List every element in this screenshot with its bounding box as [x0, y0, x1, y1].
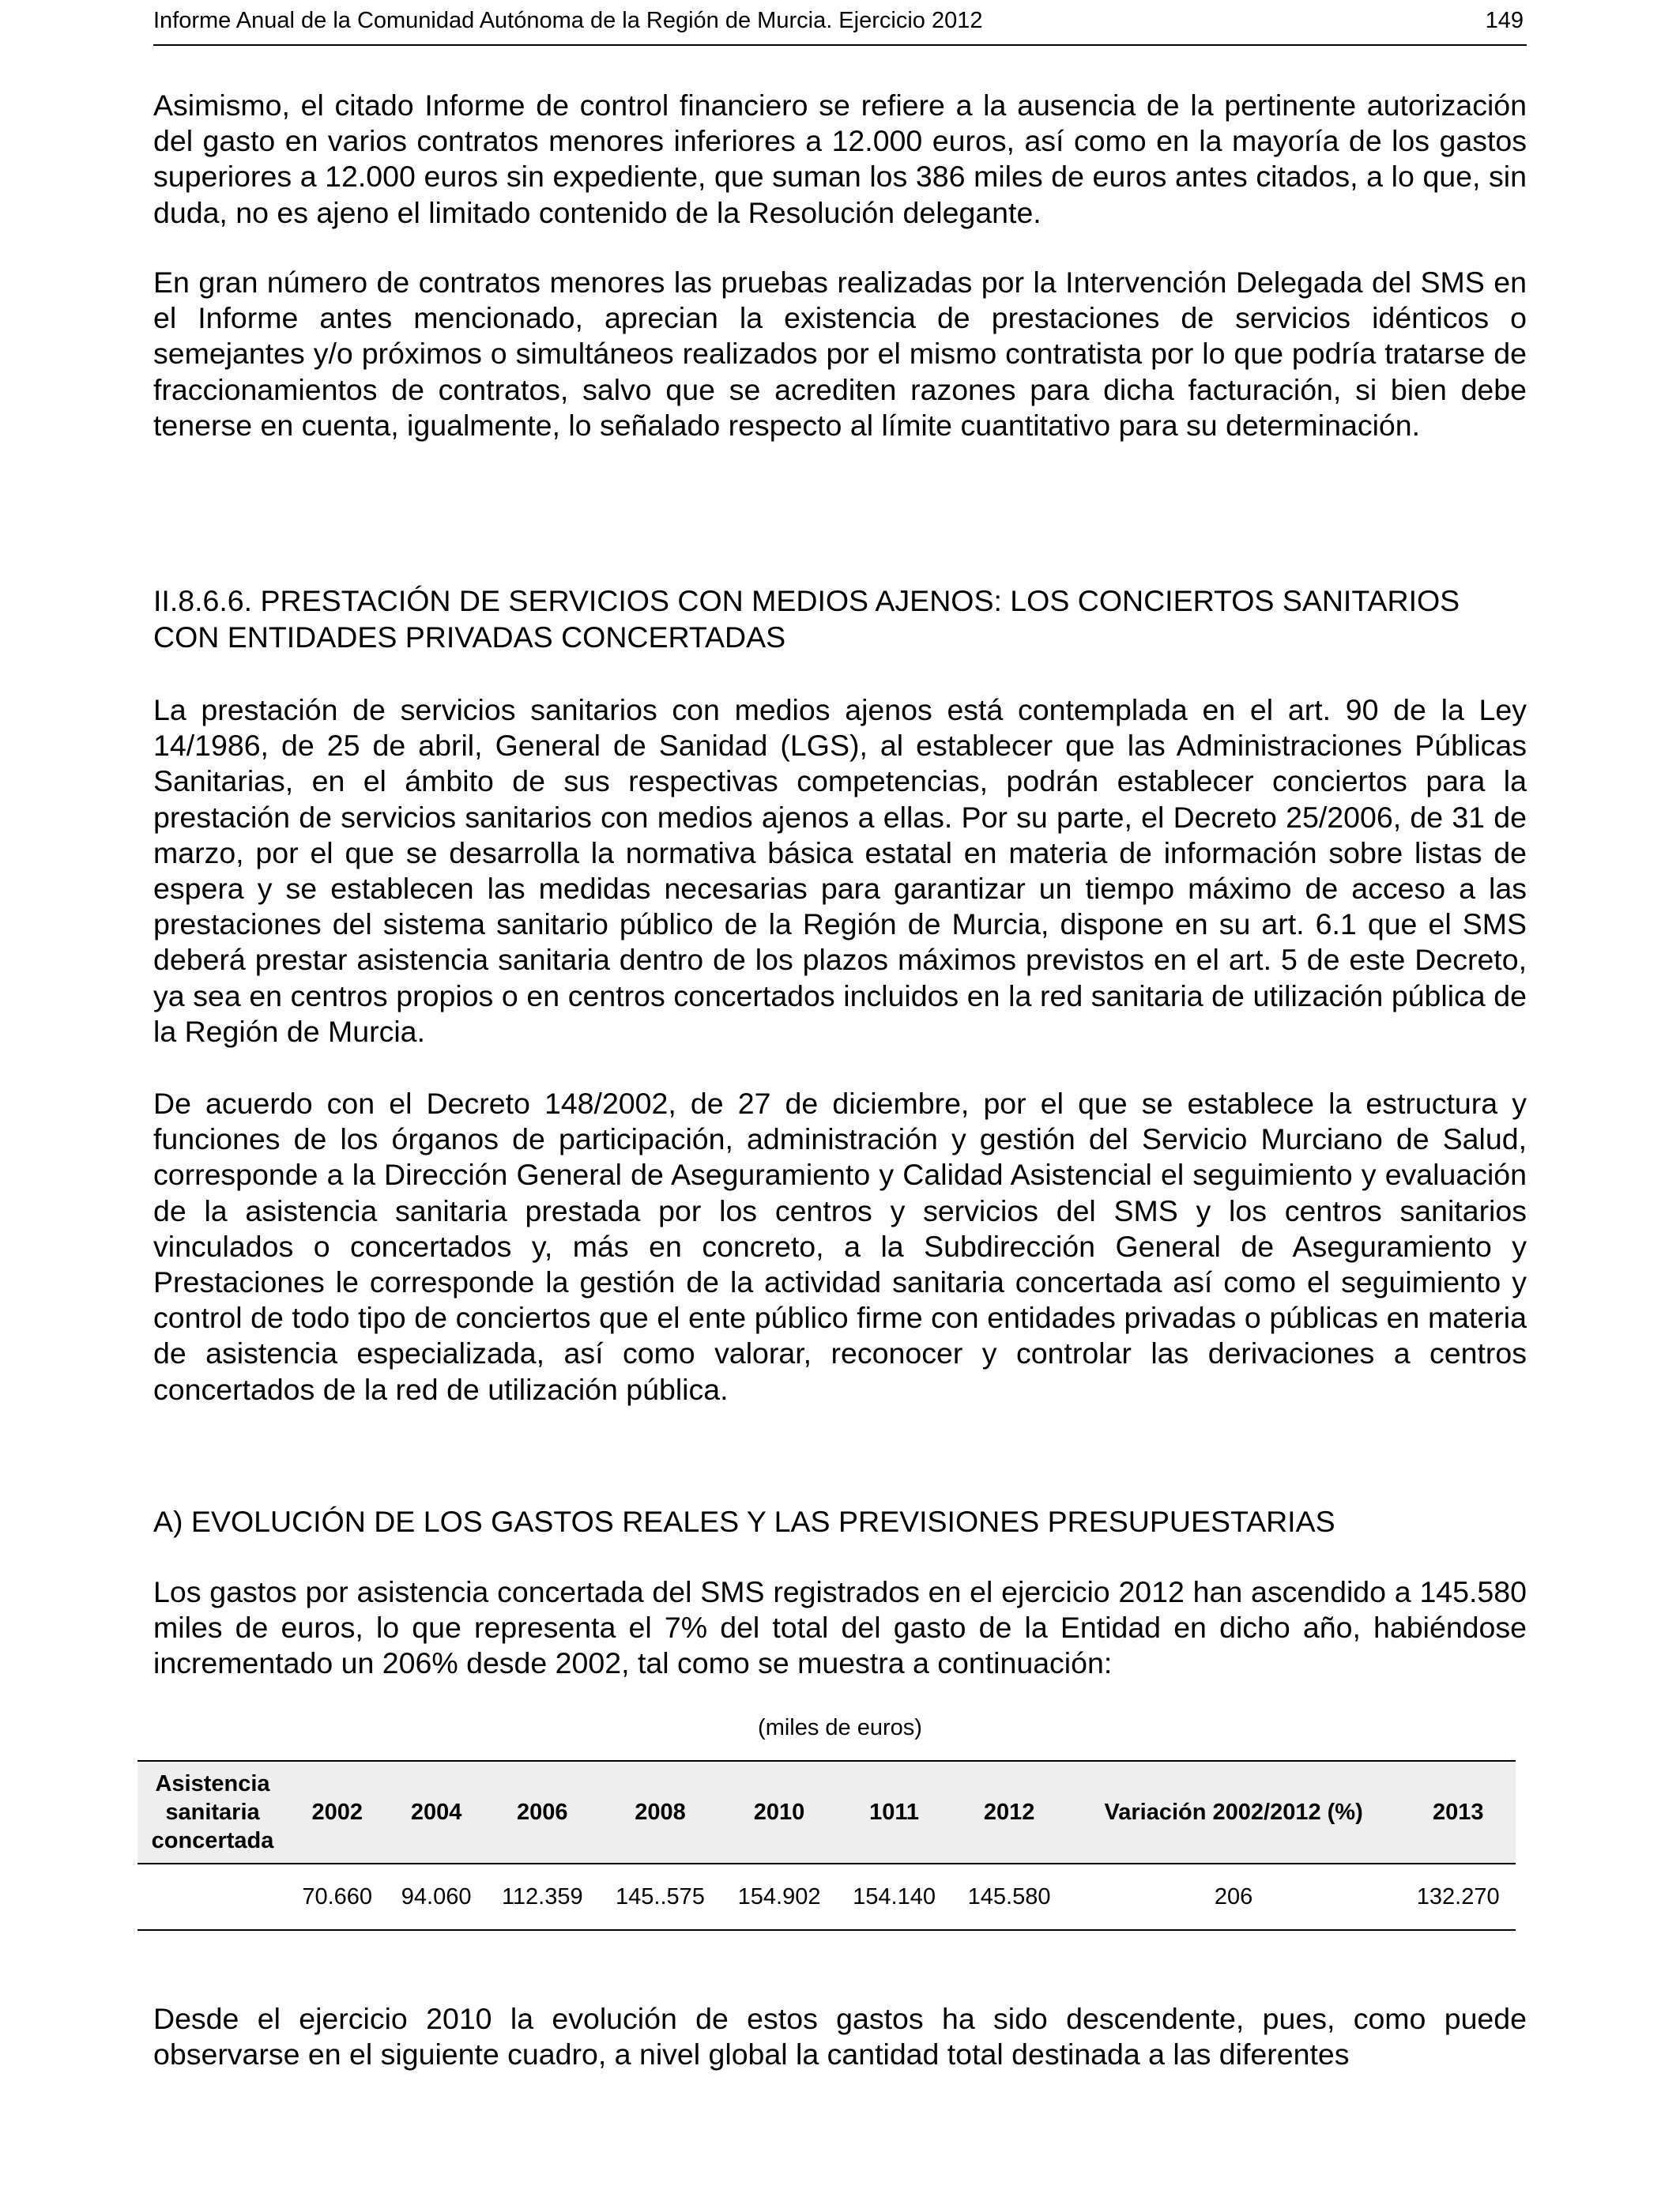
paragraph-3: La prestación de servicios sanitarios con medios ajenos está contemplada en el art. 90 de la Ley 14/1986, de 25 de abril, General de Sanidad (LGS), al establecer que las Administraciones Públicas Sanitarias, en el ámbito de sus respectivas competencias, podrán establecer conciertos para la prestación de servicios sanitarios con medios ajenos a ellas. Por su parte, el Decreto 25/2006, de 31 de marzo, por el que se desarrolla la normativa básica estatal en materia de información sobre listas de espera y se establecen las medidas necesarias para garantizar un tiempo máximo de acceso a las prestaciones del sistema sanitario público de la Región de Murcia, dispone en su art. 6.1 que el SMS deberá prestar asistencia sanitaria dentro de los plazos máximos previstos en el art. 5 de este Decreto, ya sea en centros propios o en centros concertados incluidos en la red sanitaria de utilización pública de la Región de Murcia. [153, 693, 1527, 1048]
table-row [137, 1864, 1516, 1930]
table-cell [137, 1864, 288, 1930]
header-cell: Variación 2002/2012 (%) [1067, 1761, 1401, 1864]
table-cell: 206 [1067, 1864, 1401, 1930]
page-header [153, 6, 1527, 46]
paragraph-4: De acuerdo con el Decreto 148/2002, de 27 de diciembre, por el que se establece la estructura y funciones de los órganos de participación, administración y gestión del Servicio Murciano de Salud, corresponde a la Dirección General de Aseguramiento y Calidad Asistencial el seguimiento y evaluación de la asistencia sanitaria prestada por los centros y servicios del SMS y los centros sanitarios vinculados o concertados y, más en concreto, a la Subdirección General de Aseguramiento y Prestaciones le corresponde la gestión de la actividad sanitaria concertada así como el seguimiento y control de todo tipo de conciertos que el ente público firme con entidades privadas o públicas en materia de asistencia especializada, así como valorar, reconocer y controlar las derivaciones a centros concertados de la red de utilización pública. [153, 1087, 1527, 1406]
table-cell: 70.660 [288, 1864, 386, 1930]
header-cell: 2012 [951, 1761, 1067, 1864]
table-cell: 145..575 [599, 1864, 722, 1930]
table-cell: 154.140 [837, 1864, 952, 1930]
table-cell: 132.270 [1400, 1864, 1516, 1930]
header-title: Informe Anual de la Comunidad Autónoma de la Región de Murcia. Ejercicio 2012 [153, 8, 983, 33]
expenses-table [137, 1760, 1516, 1931]
header-cell: 1011 [837, 1761, 952, 1864]
header-cell: 2006 [486, 1761, 599, 1864]
header-cell: Asistencia sanitaria concertada [137, 1761, 288, 1864]
section-heading-a: A) EVOLUCIÓN DE LOS GASTOS REALES Y LAS PREVISIONES PRESUPUESTARIAS [153, 1505, 1335, 1538]
paragraph-6: Desde el ejercicio 2010 la evolución de estos gastos ha sido descendente, pues, como puede observarse en el siguiente cuadro, a nivel global la cantidad total destinada a las diferentes [153, 2002, 1527, 2071]
header-cell: 2008 [599, 1761, 722, 1864]
header-cell: 2010 [721, 1761, 837, 1864]
table-cell: 94.060 [386, 1864, 485, 1930]
table-caption: (miles de euros) [758, 1715, 922, 1740]
header-cell: 2013 [1400, 1761, 1516, 1864]
paragraph-2: En gran número de contratos menores las pruebas realizadas por la Intervención Delegada del SMS en el Informe antes mencionado, aprecian la existencia de prestaciones de servicios idénticos o semejantes y/o próximos o simultáneos realizados por el mismo contratista por lo que podría tratarse de fraccionamientos de contratos, salvo que se acrediten razones para dicha facturación, si bien debe tenerse en cuenta, igualmente, lo señalado respecto al límite cuantitativo para su determinación. [153, 266, 1527, 442]
section-heading-ii-8-6-6: II.8.6.6. PRESTACIÓN DE SERVICIOS CON MEDIOS AJENOS: LOS CONCIERTOS SANITARIOS CON ENTIDADES PRIVADAS CONCERTADAS [153, 584, 1460, 654]
header-cell: 2004 [386, 1761, 485, 1864]
paragraph-5: Los gastos por asistencia concertada del SMS registrados en el ejercicio 2012 han ascendido a 145.580 miles de euros, lo que representa el 7% del total del gasto de la Entidad en dicho año, habiéndose incrementado un 206% desde 2002, tal como se muestra a continuación: [153, 1575, 1527, 1680]
header-cell: 2002 [288, 1761, 386, 1864]
paragraph-1: Asimismo, el citado Informe de control financiero se refiere a la ausencia de la pertinente autorización del gasto en varios contratos menores inferiores a 12.000 euros, así como en la mayoría de los gastos superiores a 12.000 euros sin expediente, que suman los 386 miles de euros antes citados, a lo que, sin duda, no es ajeno el limitado contenido de la Resolución delegante. [153, 89, 1527, 229]
table-cell: 112.359 [486, 1864, 599, 1930]
table-cell: 145.580 [951, 1864, 1067, 1930]
table-header-row [137, 1761, 1516, 1864]
page-number: 149 [1485, 8, 1524, 33]
table-cell: 154.902 [721, 1864, 837, 1930]
